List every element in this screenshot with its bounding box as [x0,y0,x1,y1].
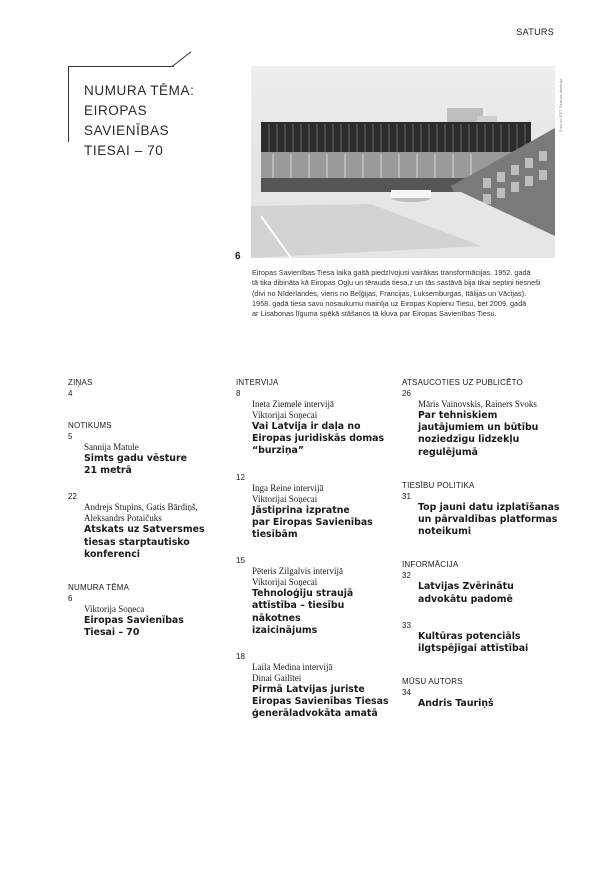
article-title: Kultūras potenciāls [418,630,521,642]
article-title: Eiropas Savienības [84,615,184,627]
article-title: “burziņa” [252,445,305,457]
section-heading: INFORMĀCIJA [402,560,459,570]
section-heading: ZIŅAS [68,378,93,387]
toc-entry-8[interactable] [236,378,396,458]
page-number: 6 [68,594,73,604]
article-author: Andrejs Stupins, Gatis Bārdiņš, [84,502,198,513]
article-title: 21 metrā [84,465,132,477]
article-title: Jāstiprina izpratne [252,504,350,516]
page-number: 5 [68,432,73,441]
section-heading: ATSAUCOTIES UZ PUBLICĒTO [402,378,523,387]
page-number: 33 [402,620,411,630]
court-building-illustration [251,66,555,258]
caption-line: (divi no Nīderlandes, viens no Beļģijas, Francijas, Luksemburgas, Itālijas un Vācijas). [252,288,527,298]
feature-title-line: TIESAI – 70 [84,143,164,158]
page-number: 22 [68,492,77,502]
article-title: attīstība – tiesību nākotnes [252,600,345,624]
toc-entry-34[interactable] [402,677,562,710]
photo-caption [252,268,557,319]
section-heading: NUMURA TĒMA [68,583,130,593]
article-title: konferenci [84,548,140,560]
article-title: Atskats uz Satversmes [84,524,205,536]
running-head: SATURS [516,27,554,37]
article-title: izaicinājums [252,624,318,636]
article-author: Aleksandrs Potaičuks [84,513,162,524]
article-title: Tiesai – 70 [84,627,140,639]
page-number: 32 [402,571,411,581]
article-author: Viktorija Soņeca [84,604,145,615]
page-number: 12 [236,472,245,482]
toc-entry-31[interactable] [402,481,562,539]
toc-entry-33[interactable] [402,620,562,655]
article-title: Andris Tauriņš [418,698,494,710]
toc-entry-numura-tema[interactable] [68,583,228,639]
article-title: noteikumi [418,526,472,538]
page-number: 34 [402,688,411,698]
toc-entry-12[interactable] [236,472,396,542]
frame-rule-diagonal [172,51,192,67]
article-title: ģenerāladvokāta amatā [252,708,378,720]
article-author: Inga Reine intervijā [252,482,324,493]
article-title: tiesas starptautisko [84,536,190,548]
frame-rule-left [68,66,69,142]
caption-line: ar Lisabonas līguma spēkā stāšanos tā kļuva par Eiropas Savienības Tiesu. [252,309,497,319]
toc-entry-22[interactable] [68,491,228,561]
article-title: Simts gadu vēsture [84,453,187,464]
toc-column-2 [236,378,396,721]
page-number: 4 [68,389,73,398]
frame-rule-top [68,66,174,67]
article-title: Tehnoloģiju straujā [252,588,354,600]
article-title: noziedzīgu līdzekļu [418,434,520,446]
article-title: regulējumā [418,446,478,458]
toc-column-1 [68,378,228,639]
toc-entry-zinas[interactable] [68,378,228,399]
article-title: Latvijas Zvērinātu [418,581,514,593]
toc-entry-18[interactable] [236,651,396,721]
article-author: Viktorijai Soņecai [252,577,318,588]
article-author: Pēteris Zilgalvis intervijā [252,566,343,577]
section-heading: INTERVIJA [236,378,279,387]
photo-page-number: 6 [235,251,241,262]
article-title: un pārvaldības platformas [418,514,558,526]
article-author: Sannija Matule [84,442,139,452]
article-author: Dinai Gailītei [252,673,302,684]
page-number: 18 [236,652,245,662]
article-title: par Eiropas Savienības [252,516,373,528]
article-title: Top jauni datu izplatīšanas [418,501,560,513]
article-title: Pirmā Latvijas juriste [252,684,365,696]
page-number: 31 [402,491,411,501]
page-number: 15 [236,556,245,566]
feature-title [84,81,234,161]
article-author: Māris Vainovskis, Rainers Svoks [418,399,537,409]
caption-line: Eiropas Savienības Tiesa laika gaitā piedzīvojusi vairākas transformācijas. 1952. gadā [252,268,531,277]
article-title: Vai Latvija ir daļa no [252,421,361,432]
toc-entry-notikums[interactable] [68,421,228,477]
article-title: ilgtspējīgai attīstībai [418,643,529,655]
article-title: advokātu padomē [418,593,513,605]
article-title: Eiropas Savienības Tiesas [252,696,389,708]
toc-entry-26[interactable] [402,378,562,459]
toc-column-3 [402,378,562,710]
section-heading: TIESĪBU POLITIKA [402,480,475,490]
article-title: jautājumiem un būtību [418,422,539,434]
photo-credit: Foto no EST Saziņas direkcija [558,78,563,132]
feature-title-line: EIROPAS SAVIENĪBAS [84,103,170,138]
feature-title-box [68,66,238,158]
caption-line: 1958. gadā tiesa savu nosaukumu mainīja uz Eiropas Kopienu Tiesu, bet 2009. gadā [252,298,527,308]
article-author: Viktorijai Soņecai [252,410,318,420]
article-author: Laila Medina intervijā [252,662,333,673]
article-title: tiesībām [252,529,298,541]
feature-title-line: NUMURA TĒMA: [84,83,195,98]
section-heading: MŪSU AUTORS [402,677,463,687]
toc-entry-32[interactable] [402,560,562,605]
caption-line: tā tika dibināta kā Eiropas Ogļu un tērauda tiesa,z un tās sastāvā bija tikai septiņi tiesneši [252,278,541,288]
page-number: 8 [236,389,241,398]
page-number: 26 [402,389,411,398]
court-building-photo [251,66,555,258]
article-author: Viktorijai Soņecai [252,493,318,504]
toc-entry-15[interactable] [236,555,396,637]
article-title: Eiropas juridiskās domas [252,433,385,445]
section-heading: NOTIKUMS [68,421,112,430]
article-author: Ineta Ziemele intervijā [252,399,334,409]
article-title: Par tehniskiem [418,410,498,421]
